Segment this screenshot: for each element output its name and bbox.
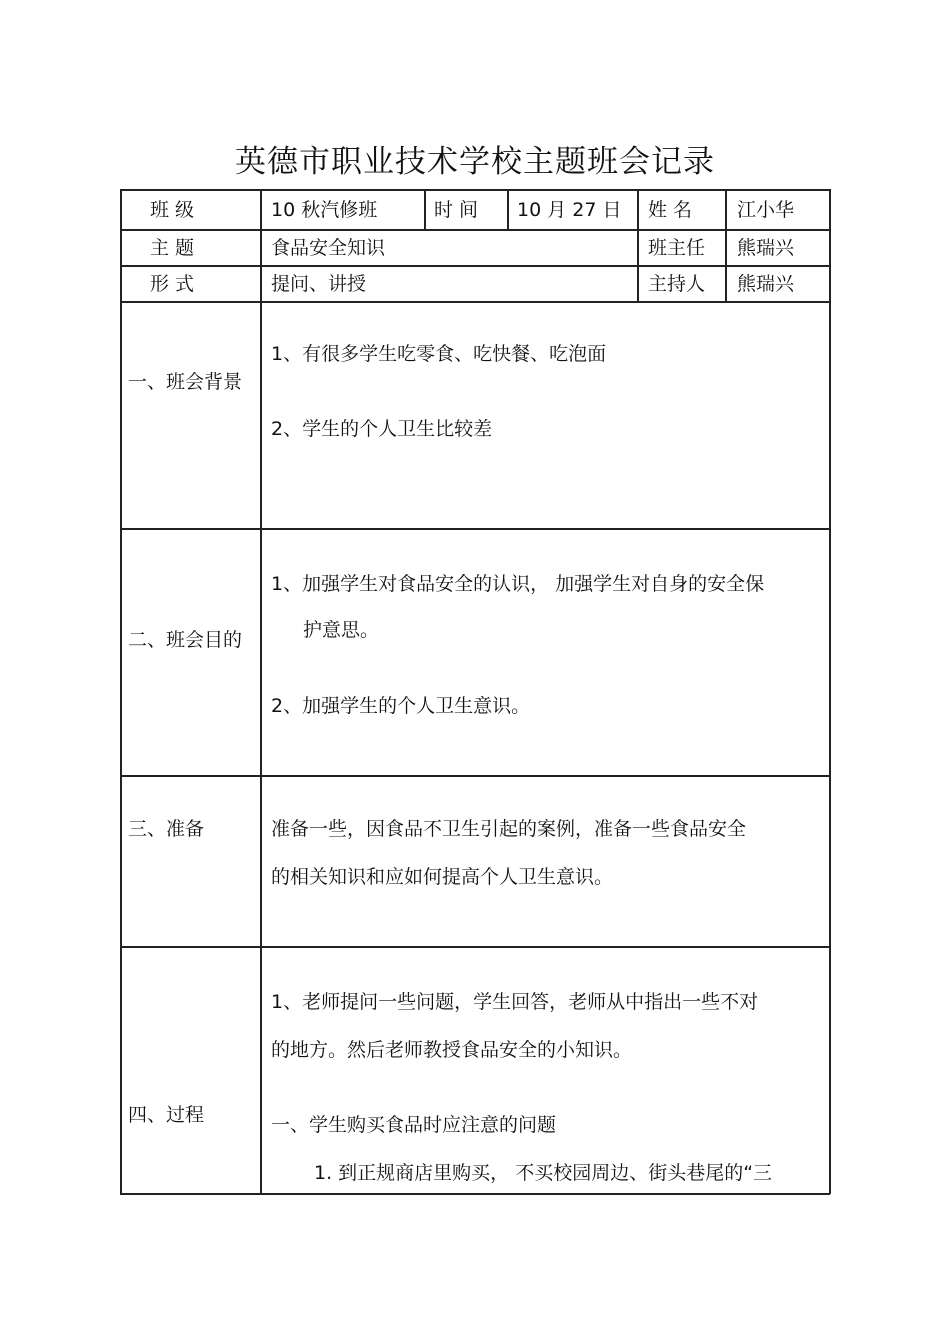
- table-rule: [260, 189, 262, 1194]
- purpose-line: 1、加强学生对食品安全的认识， 加强学生对自身的安全保: [271, 573, 765, 595]
- process-line: 1、老师提问一些问题，学生回答，老师从中指出一些不对: [271, 991, 759, 1013]
- background-label: 一、班会背景: [128, 371, 243, 393]
- preparation-line: 的相关知识和应如何提高个人卫生意识。: [271, 866, 614, 888]
- form-label: 形 式: [150, 273, 195, 295]
- time-value: 10 月 27 日: [517, 199, 622, 221]
- topic-value: 食品安全知识: [271, 237, 386, 259]
- teacher-label: 班主任: [648, 237, 706, 259]
- name-label: 姓 名: [648, 199, 693, 221]
- background-line: 2、学生的个人卫生比较差: [271, 418, 493, 440]
- purpose-line: 护意思。: [303, 619, 380, 641]
- form-value: 提问、讲授: [271, 273, 367, 295]
- table-rule: [120, 528, 830, 530]
- table-rule: [637, 189, 639, 302]
- table-rule: [829, 189, 831, 1194]
- table-rule: [507, 189, 509, 230]
- table-rule: [725, 189, 727, 302]
- preparation-label: 三、准备: [128, 818, 205, 840]
- table-rule: [120, 1193, 830, 1195]
- topic-label: 主 题: [150, 237, 195, 259]
- background-line: 1、有很多学生吃零食、吃快餐、吃泡面: [271, 343, 607, 365]
- process-line: 1. 到正规商店里购买， 不买校园周边、街头巷尾的“三: [314, 1162, 773, 1184]
- teacher-value: 熊瑞兴: [737, 237, 795, 259]
- table-rule: [120, 189, 830, 191]
- purpose-label: 二、班会目的: [128, 629, 243, 651]
- purpose-line: 2、加强学生的个人卫生意识。: [271, 695, 531, 717]
- class-value: 10 秋汽修班: [271, 199, 378, 221]
- page-title: 英德市职业技术学校主题班会记录: [235, 144, 715, 180]
- table-rule: [120, 229, 830, 231]
- name-value: 江小华: [737, 199, 795, 221]
- table-rule: [120, 301, 830, 303]
- time-label: 时 间: [434, 199, 479, 221]
- table-rule: [120, 946, 830, 948]
- table-rule: [120, 775, 830, 777]
- host-value: 熊瑞兴: [737, 273, 795, 295]
- table-rule: [120, 265, 830, 267]
- table-rule: [424, 189, 426, 230]
- preparation-line: 准备一些，因食品不卫生引起的案例，准备一些食品安全: [271, 818, 747, 840]
- class-label: 班 级: [150, 199, 195, 221]
- process-line: 的地方。然后老师教授食品安全的小知识。: [271, 1039, 633, 1061]
- process-line: 一、学生购买食品时应注意的问题: [271, 1114, 557, 1136]
- process-label: 四、过程: [128, 1104, 205, 1126]
- host-label: 主持人: [648, 273, 706, 295]
- table-rule: [120, 189, 122, 1194]
